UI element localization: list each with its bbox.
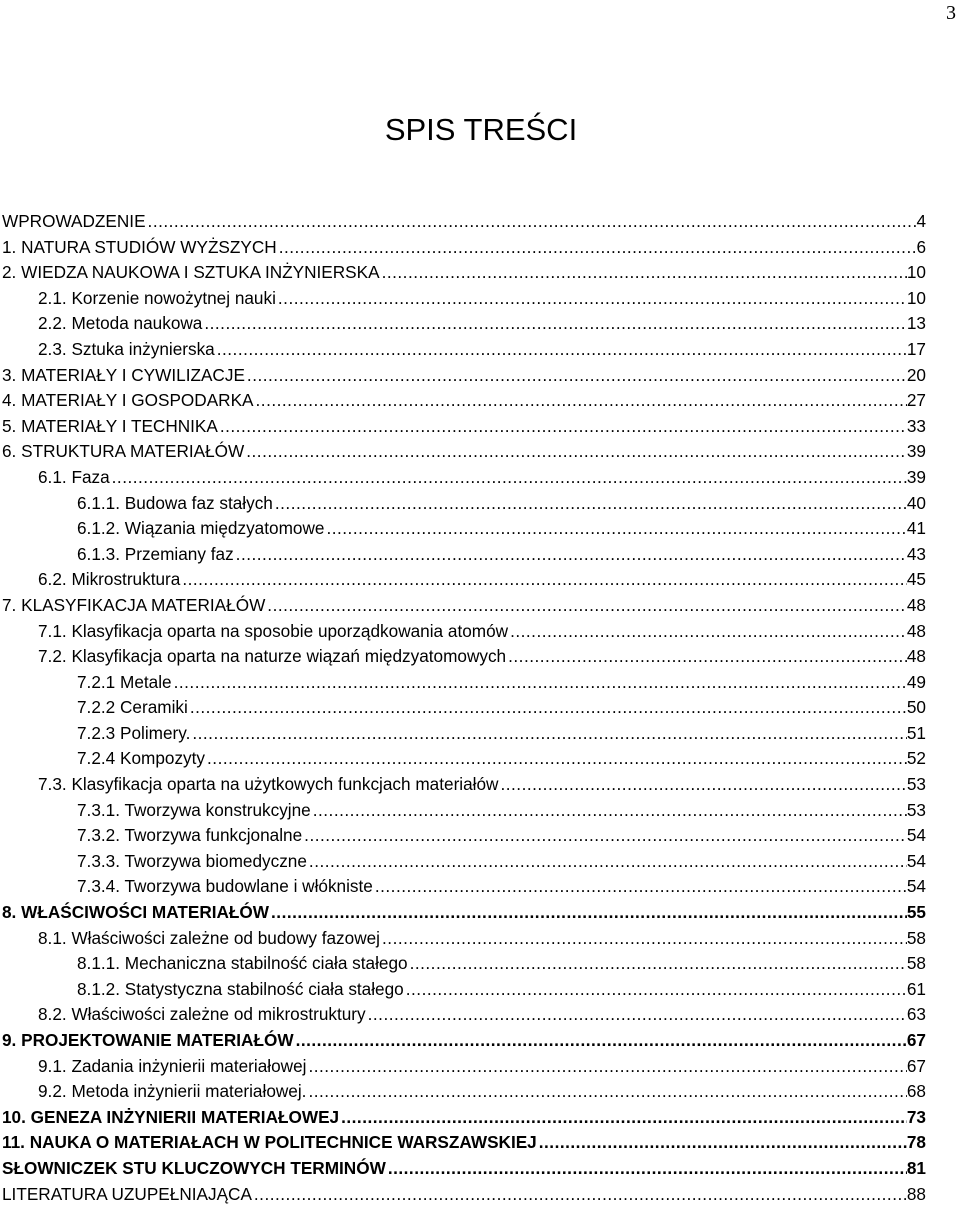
- toc-entry-label: 2.3. Sztuka inżynierska: [38, 338, 215, 359]
- toc-entry-page: 10: [906, 262, 926, 283]
- toc-dot-leader: [408, 951, 907, 977]
- toc-entry-label: 8.1. Właściwości zależne od budowy fazowej: [38, 927, 381, 948]
- toc-entry[interactable]: [0, 542, 926, 568]
- toc-entry[interactable]: [0, 1105, 926, 1131]
- toc-dot-leader: [302, 823, 907, 849]
- toc-entry-page: 52: [906, 748, 926, 769]
- toc-dot-leader: [537, 1130, 907, 1156]
- toc-entry-label: 10. GENEZA INŻYNIERII MATERIAŁOWEJ: [2, 1106, 340, 1127]
- toc-entry[interactable]: [0, 388, 926, 414]
- toc-dot-leader: [146, 209, 917, 235]
- toc-entry[interactable]: [0, 670, 926, 696]
- toc-dot-leader: [294, 1028, 907, 1054]
- toc-entry-label: 7.2.4 Kompozyty: [77, 748, 206, 769]
- toc-entry-label: 7.3. Klasyfikacja oparta na użytkowych funkcjach materiałów: [38, 774, 499, 795]
- toc-entry[interactable]: [0, 593, 926, 619]
- toc-entry-page: 33: [906, 415, 926, 436]
- toc-entry-page: 39: [906, 441, 926, 462]
- toc-dot-leader: [306, 1079, 906, 1105]
- toc-entry-label: 8.1.1. Mechaniczna stabilność ciała stałego: [77, 953, 408, 974]
- toc-dot-leader: [110, 465, 907, 491]
- toc-dot-leader: [311, 798, 907, 824]
- toc-entry[interactable]: [0, 1156, 926, 1182]
- toc-entry-label: WPROWADZENIE: [2, 211, 146, 231]
- toc-entry[interactable]: [0, 849, 926, 875]
- toc-dot-leader: [252, 1182, 907, 1207]
- toc-dot-leader: [277, 235, 917, 261]
- toc-entry[interactable]: [0, 1182, 926, 1207]
- toc-entry[interactable]: [0, 439, 926, 465]
- toc-entry-page: 55: [906, 902, 926, 923]
- toc-dot-leader: [269, 900, 907, 926]
- toc-dot-leader: [508, 619, 907, 645]
- toc-entry[interactable]: [0, 721, 926, 747]
- toc-dot-leader: [324, 516, 906, 542]
- toc-entry[interactable]: [0, 823, 926, 849]
- toc-entry[interactable]: [0, 209, 926, 235]
- toc-entry-page: 68: [906, 1081, 926, 1102]
- toc-entry-label: 7.3.1. Tworzywa konstrukcyjne: [77, 799, 311, 820]
- toc-dot-leader: [215, 337, 907, 363]
- toc-entry[interactable]: [0, 491, 926, 517]
- toc-entry[interactable]: [0, 619, 926, 645]
- toc-dot-leader: [380, 926, 907, 952]
- toc-entry-page: 17: [906, 338, 926, 359]
- toc-entry[interactable]: [0, 695, 926, 721]
- toc-entry-label: 7.2.2 Ceramiki: [77, 697, 188, 718]
- toc-entry-page: 54: [906, 825, 926, 846]
- toc-entry-label: SŁOWNICZEK STU KLUCZOWYCH TERMINÓW: [2, 1157, 386, 1178]
- toc-dot-leader: [498, 772, 906, 798]
- toc-entry-page: 61: [906, 978, 926, 999]
- toc-entry-page: 50: [906, 697, 926, 718]
- toc-entry-label: 2. WIEDZA NAUKOWA I SZTUKA INŻYNIERSKA: [2, 262, 380, 283]
- toc-dot-leader: [188, 695, 907, 721]
- toc-entry-label: 11. NAUKA O MATERIAŁACH W POLITECHNICE WARSZAWSKIEJ: [2, 1132, 537, 1153]
- toc-entry-label: 2.1. Korzenie nowożytnej nauki: [38, 287, 276, 308]
- toc-dot-leader: [307, 849, 907, 875]
- toc-dot-leader: [386, 1156, 907, 1182]
- toc-dot-leader: [366, 1002, 907, 1028]
- toc-entry-label: LITERATURA UZUPEŁNIAJĄCA: [2, 1183, 252, 1204]
- toc-dot-leader: [265, 593, 907, 619]
- toc-entry-label: 9.1. Zadania inżynierii materiałowej: [38, 1055, 307, 1076]
- toc-entry[interactable]: [0, 337, 926, 363]
- toc-entry-label: 8. WŁAŚCIWOŚCI MATERIAŁÓW: [2, 902, 270, 923]
- toc-entry[interactable]: [0, 286, 926, 312]
- page-number: 3: [946, 2, 956, 24]
- toc-entry-label: 7.2.1 Metale: [77, 671, 172, 692]
- toc-dot-leader: [276, 286, 907, 312]
- toc-dot-leader: [339, 1105, 907, 1131]
- toc-entry-page: 45: [906, 569, 926, 590]
- toc-entry[interactable]: [0, 465, 926, 491]
- toc-entry[interactable]: [0, 1130, 926, 1156]
- toc-entry[interactable]: [0, 363, 926, 389]
- toc-entry-label: 6.1.2. Wiązania międzyatomowe: [77, 518, 325, 539]
- toc-dot-leader: [190, 721, 907, 747]
- toc-entry-page: 51: [906, 722, 926, 743]
- toc-dot-leader: [172, 670, 907, 696]
- toc-entry-label: 4. MATERIAŁY I GOSPODARKA: [2, 390, 254, 411]
- toc-dot-leader: [380, 260, 907, 286]
- toc-entry-page: 53: [906, 799, 926, 820]
- toc-entry[interactable]: [0, 926, 926, 952]
- toc-dot-leader: [244, 439, 907, 465]
- toc-entry-label: 8.2. Właściwości zależne od mikrostruktury: [38, 1004, 366, 1025]
- toc-entry-page: 41: [906, 518, 926, 539]
- toc-entry[interactable]: [0, 644, 926, 670]
- toc-entry-page: 54: [906, 876, 926, 897]
- toc-entry[interactable]: [0, 260, 926, 286]
- toc-entry-page: 58: [906, 927, 926, 948]
- toc-entry-page: 6: [916, 236, 926, 257]
- toc-entry-label: 3. MATERIAŁY I CYWILIZACJE: [2, 364, 245, 385]
- toc-entry-label: 7.3.3. Tworzywa biomedyczne: [77, 850, 307, 871]
- toc-entry-label: 8.1.2. Statystyczna stabilność ciała stałego: [77, 978, 404, 999]
- toc-entry-page: 58: [906, 953, 926, 974]
- toc-entry-label: 7.2. Klasyfikacja oparta na naturze wiązań międzyatomowych: [38, 646, 507, 667]
- toc-entry-page: 88: [906, 1183, 926, 1204]
- toc-dot-leader: [306, 1054, 906, 1080]
- toc-entry-label: 6. STRUKTURA MATERIAŁÓW: [2, 441, 245, 462]
- toc-entry-label: 7. KLASYFIKACJA MATERIAŁÓW: [2, 594, 266, 615]
- toc-entry-page: 39: [906, 466, 926, 487]
- toc-entry-page: 10: [906, 287, 926, 308]
- toc-dot-leader: [205, 746, 907, 772]
- toc-entry[interactable]: [0, 311, 926, 337]
- toc-entry-page: 40: [906, 492, 926, 513]
- table-of-contents: [0, 209, 926, 1207]
- toc-entry-label: 5. MATERIAŁY I TECHNIKA: [2, 415, 218, 436]
- toc-entry-page: 4: [916, 211, 926, 231]
- toc-entry-page: 67: [906, 1030, 926, 1050]
- toc-entry[interactable]: [0, 874, 926, 900]
- toc-entry-page: 53: [906, 774, 926, 795]
- toc-entry[interactable]: [0, 900, 926, 926]
- toc-entry-label: 9. PROJEKTOWANIE MATERIAŁÓW: [2, 1030, 294, 1050]
- toc-entry[interactable]: [0, 567, 926, 593]
- toc-dot-leader: [245, 363, 907, 389]
- toc-entry-page: 73: [906, 1106, 926, 1127]
- toc-entry-label: 9.2. Metoda inżynierii materiałowej.: [38, 1081, 307, 1102]
- toc-entry[interactable]: [0, 746, 926, 772]
- toc-entry[interactable]: [0, 772, 926, 798]
- toc-entry-page: 48: [906, 594, 926, 615]
- toc-entry-page: 48: [906, 620, 926, 641]
- toc-entry[interactable]: [0, 977, 926, 1003]
- toc-dot-leader: [373, 874, 907, 900]
- toc-entry[interactable]: [0, 1079, 926, 1105]
- toc-entry-label: 1. NATURA STUDIÓW WYŻSZYCH: [2, 236, 277, 257]
- toc-dot-leader: [404, 977, 907, 1003]
- toc-entry-label: 2.2. Metoda naukowa: [38, 313, 203, 334]
- toc-dot-leader: [202, 311, 907, 337]
- toc-entry-page: 49: [906, 671, 926, 692]
- toc-dot-leader: [234, 542, 907, 568]
- toc-entry-page: 81: [906, 1157, 926, 1178]
- toc-entry-label: 7.3.4. Tworzywa budowlane i włókniste: [77, 876, 373, 897]
- toc-entry-page: 13: [906, 313, 926, 334]
- toc-entry[interactable]: [0, 798, 926, 824]
- toc-entry-label: 6.2. Mikrostruktura: [38, 569, 181, 590]
- toc-entry-label: 6.1. Faza: [38, 466, 110, 487]
- toc-entry-label: 7.1. Klasyfikacja oparta na sposobie uporządkowania atomów: [38, 620, 509, 641]
- toc-entry[interactable]: [0, 1054, 926, 1080]
- toc-entry[interactable]: [0, 951, 926, 977]
- toc-entry-label: 7.2.3 Polimery.: [77, 722, 191, 743]
- toc-dot-leader: [180, 567, 907, 593]
- toc-entry-page: 20: [906, 364, 926, 385]
- toc-entry-page: 48: [906, 646, 926, 667]
- toc-entry[interactable]: [0, 235, 926, 261]
- toc-entry-page: 67: [906, 1055, 926, 1076]
- toc-entry-label: 7.3.2. Tworzywa funkcjonalne: [77, 825, 303, 846]
- toc-entry-page: 63: [906, 1004, 926, 1025]
- toc-dot-leader: [218, 414, 907, 440]
- toc-entry-page: 54: [906, 850, 926, 871]
- toc-entry-page: 78: [906, 1132, 926, 1153]
- toc-entry[interactable]: [0, 414, 926, 440]
- page-title: SPIS TREŚCI: [384, 112, 578, 147]
- toc-entry[interactable]: [0, 1002, 926, 1028]
- toc-entry-label: 6.1.3. Przemiany faz: [77, 543, 234, 564]
- toc-entry-label: 6.1.1. Budowa faz stałych: [77, 492, 273, 513]
- toc-entry[interactable]: [0, 516, 926, 542]
- toc-dot-leader: [254, 388, 907, 414]
- toc-entry-page: 43: [906, 543, 926, 564]
- toc-entry-page: 27: [906, 390, 926, 411]
- toc-entry[interactable]: [0, 1028, 926, 1054]
- toc-dot-leader: [273, 491, 907, 517]
- toc-dot-leader: [506, 644, 907, 670]
